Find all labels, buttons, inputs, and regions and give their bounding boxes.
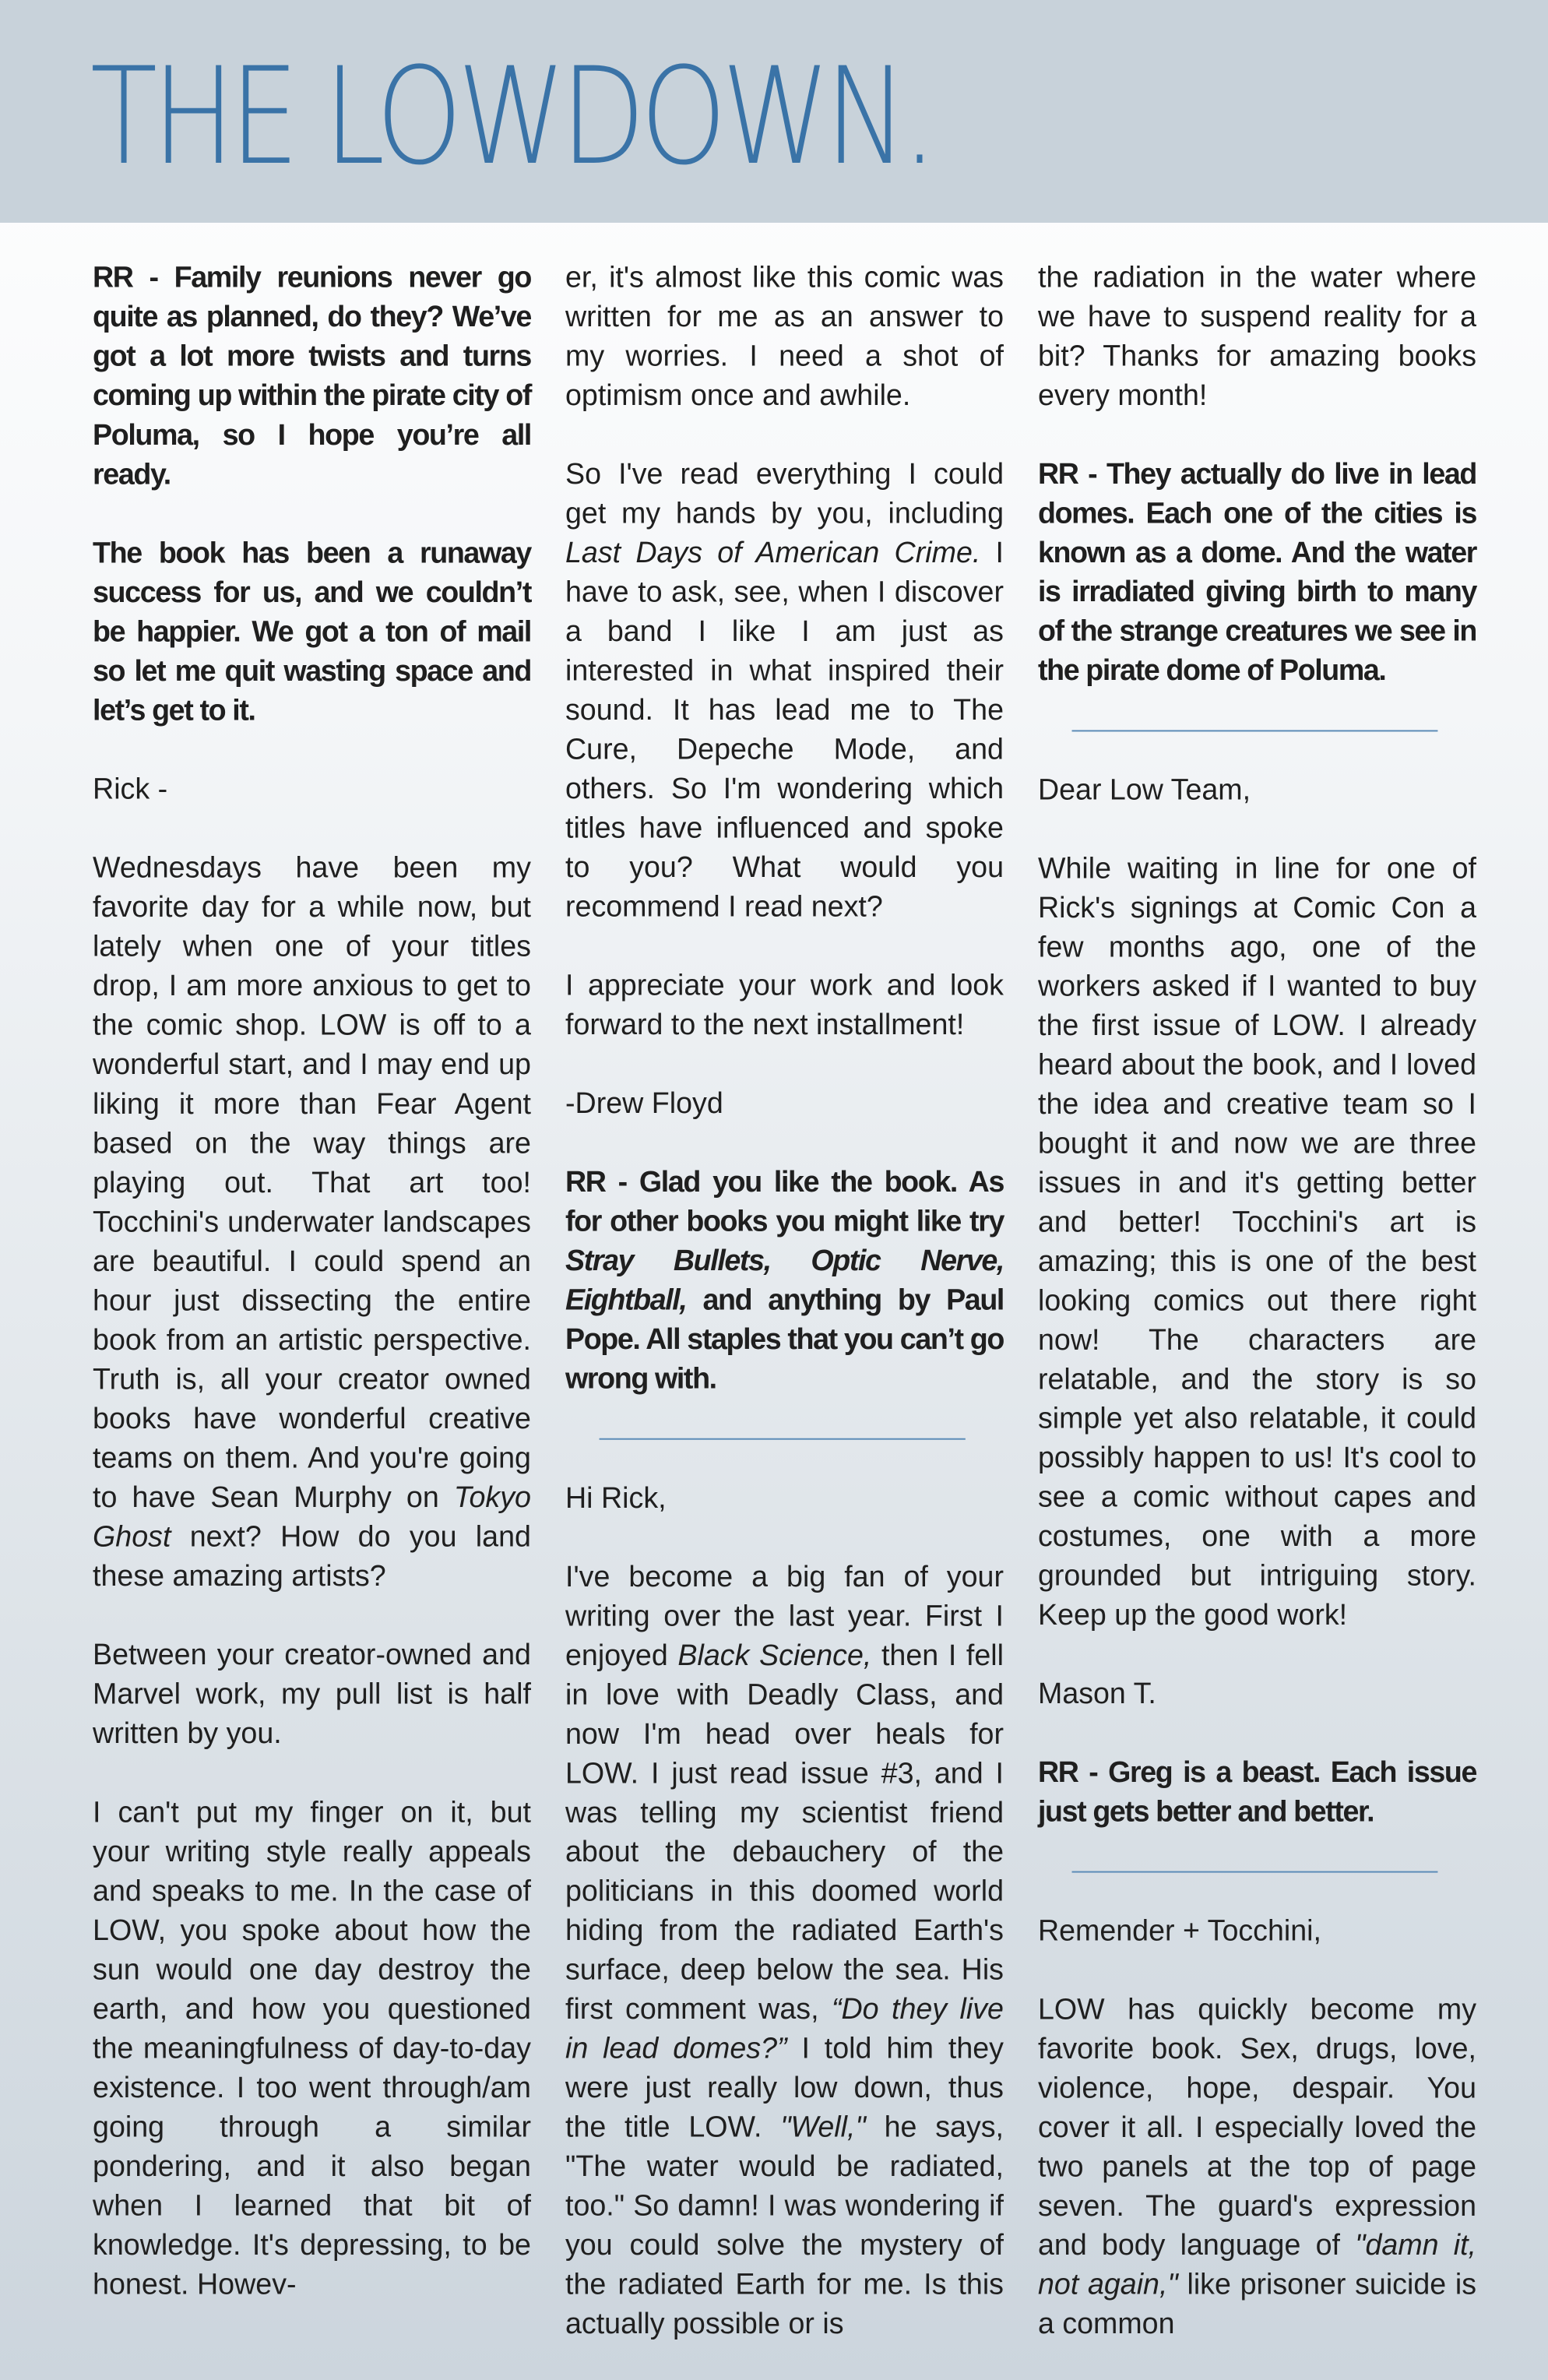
- title-italic: Stray Bullets, Optic Nerve, Eightball,: [565, 1245, 1004, 1317]
- column-2: [565, 259, 1004, 2344]
- letter-paragraph: I've become a big fan of your writing over the last year. First I enjoyed Black Science, then I fell in love with Deadly Class, and now I'm head over heals for LOW. I just read issue #3, and I was telling my scientist friend about the debauchery of the politicians in this doomed world hiding from the radiated Earth's surface, deep below the sea. His first comment was, “Do they live in lead domes?” I told him they were just really low down, thus the title LOW. "Well," he says, "The water would be radiated, too." So damn! I was wondering if you could solve the mystery of the radiated Earth for me. Is this actually possible or is: [565, 1561, 1004, 2341]
- editor-intro-2: The book has been a runaway success for us, and we couldn’t be happier. We got a ton of mail so let me quit wasting space and let’s get to it.: [93, 537, 531, 727]
- quote-italic: "damn it, not again,": [1038, 2229, 1476, 2301]
- column-3: [1038, 259, 1476, 2344]
- letter-paragraph: Between your creator-owned and Marvel work, my pull list is half written by you.: [93, 1639, 531, 1751]
- letter-paragraph: While waiting in line for one of Rick's signings at Comic Con a few months ago, one of the workers asked if I wanted to buy the first issue of LOW. I already heard about the book, and I loved the idea and creative team so I bought it and now we are three issues in and it's getting better and better! Tocchini's art is amazing; this is one of the best looking comics out there right now! The characters are relatable, and the story is so simple yet also relatable, it could possibly happen to us! It's cool to see a comic without capes and costumes, one with a more grounded but intriguing story. Keep up the good work!: [1038, 852, 1476, 1632]
- letter-paragraph: I appreciate your work and look forward to the next installment!: [565, 969, 1004, 1041]
- editor-reply: RR - Glad you like the book. As for other books you might like try Stray Bullets, Optic Nerve, Eightball, and anything by Paul Pope. All staples that you can’t go wrong with.: [565, 1166, 1004, 1396]
- title-italic: Black Science,: [677, 1639, 872, 1672]
- letter-signature: -Drew Floyd: [565, 1087, 723, 1120]
- editor-intro-1: RR - Family reunions never go quite as planned, do they? We’ve got a lot more twists and turns coming up within the pirate city of Poluma, so I hope you’re all ready.: [93, 261, 531, 491]
- quote-italic: “Do they live in lead domes?”: [565, 1993, 1004, 2065]
- header-banner: [0, 0, 1548, 223]
- editor-reply: RR - Greg is a beast. Each issue just gets better and better.: [1038, 1756, 1476, 1829]
- divider-rule: [1072, 730, 1438, 731]
- column-1: [93, 259, 531, 2304]
- letter-salutation: Rick -: [93, 773, 168, 806]
- letter-paragraph: Wednesdays have been my favorite day for a while now, but lately when one of your titles drop, I am more anxious to get to the comic shop. LOW is off to a wonderful start, and I may end up liking it more than Fear Agent based on the way things are playing out. That art too! Tocchini's underwater landscapes are beautiful. I could spend an hour just dissecting the entire book from an artistic perspective. Truth is, all your creator owned books have wonderful creative teams on them. And you're going to have Sean Murphy on Tokyo Ghost next? How do you land these amazing artists?: [93, 851, 531, 1593]
- divider-rule: [1072, 1871, 1438, 1873]
- letter-paragraph: the radiation in the water where we have to suspend reality for a bit? Thanks for amazing books every month!: [1038, 261, 1476, 412]
- divider-rule: [600, 1438, 966, 1440]
- editor-reply: RR - They actually do live in lead domes. Each one of the cities is known as a dome. And the water is irradiated giving birth to many of the strange creatures we see in the pirate dome of Poluma.: [1038, 458, 1476, 688]
- letter-paragraph: So I've read everything I could get my hands by you, including Last Days of American Crime. I have to ask, see, when I discover a band I like I am just as interested in what inspired their sound. It has lead me to The Cure, Depeche Mode, and others. So I'm wondering which titles have influenced and spoke to you? What would you recommend I read next?: [565, 458, 1004, 924]
- title-italic: Tokyo Ghost: [93, 1481, 531, 1554]
- letter-paragraph: I can't put my finger on it, but your writing style really appeals and speaks to me. In the case of LOW, you spoke about how the sun would one day destroy the earth, and how you questioned the meaningfulness of day-to-day existence. I too went through/am going through a similar pondering, and it also began when I learned that bit of knowledge. It's depressing, to be honest. Howev-: [93, 1796, 531, 2301]
- letter-signature: Mason T.: [1038, 1678, 1156, 1710]
- quote-italic: "Well,": [780, 2111, 866, 2144]
- letter-salutation: Hi Rick,: [565, 1482, 667, 1515]
- title-italic: Last Days of American Crime.: [565, 537, 981, 569]
- letter-salutation: Remender + Tocchini,: [1038, 1914, 1321, 1948]
- page-title: THE LOWDOWN.: [90, 38, 932, 195]
- letter-paragraph: er, it's almost like this comic was written for me as an answer to my worries. I need a shot of optimism once and awhile.: [565, 261, 1004, 413]
- letter-paragraph: LOW has quickly become my favorite book. Sex, drugs, love, violence, hope, despair. You cover it all. I especially loved the two panels at the top of page seven. The guard's expression and body language of "damn it, not again," like prisoner suicide is a common: [1038, 1993, 1476, 2341]
- letter-salutation: Dear Low Team,: [1038, 773, 1251, 807]
